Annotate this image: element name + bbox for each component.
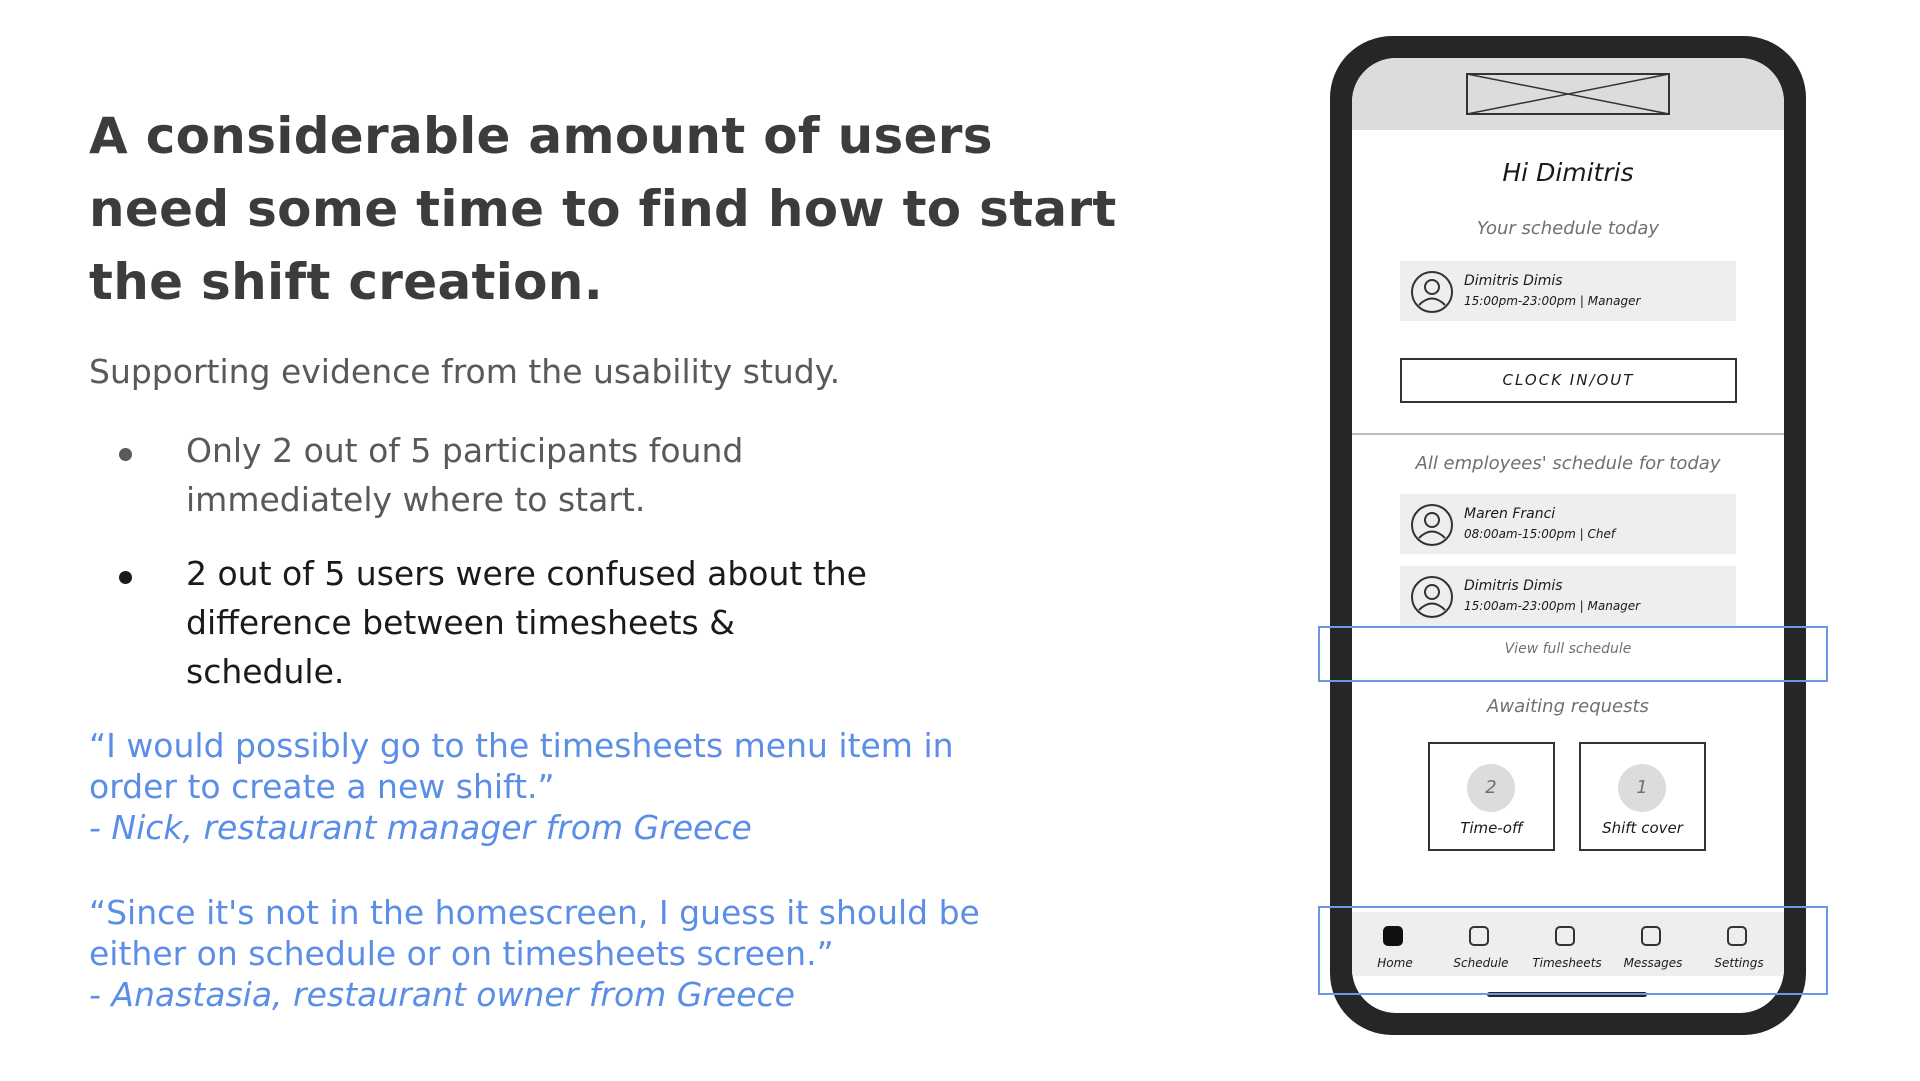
tab-label: Schedule: [1453, 956, 1509, 970]
avatar-icon: [1410, 503, 1454, 547]
logo-placeholder-icon: [1466, 73, 1670, 115]
employee-shift: 08:00am-15:00pm | Chef: [1464, 527, 1616, 541]
finding-text: 2 out of 5 users were confused about the difference between timesheets & schedule.: [186, 554, 867, 691]
all-schedule-label: All employees' schedule for today: [1415, 453, 1721, 474]
employee-shift: 15:00am-23:00pm | Manager: [1464, 599, 1641, 613]
quote-anastasia: [89, 892, 989, 1015]
findings-list: [89, 426, 869, 721]
view-full-schedule-highlight: [1318, 626, 1828, 682]
employee-name: Dimitris Dimis: [1464, 273, 1563, 289]
time-off-request-tile[interactable]: [1428, 742, 1555, 851]
employee-name: Maren Franci: [1464, 506, 1556, 522]
left-column: [89, 100, 1139, 319]
avatar-icon: [1410, 270, 1454, 314]
tab-label: Settings: [1714, 956, 1764, 970]
employee-name: Dimitris Dimis: [1464, 578, 1563, 594]
bullet-icon: [119, 448, 132, 461]
quote-text: “I would possibly go to the timesheets menu item in order to create a new shift.”: [89, 726, 954, 806]
request-count-badge: 2: [1467, 764, 1515, 812]
clock-in-out-button[interactable]: CLOCK IN/OUT: [1400, 358, 1737, 403]
supporting-text: Supporting evidence from the usability study.: [89, 352, 841, 391]
employee-card[interactable]: [1400, 494, 1736, 554]
my-shift-card[interactable]: [1400, 261, 1736, 321]
tab-label: Timesheets: [1532, 956, 1602, 970]
quote-author: - Anastasia, restaurant owner from Greece: [89, 975, 795, 1014]
finding-1: [89, 426, 869, 524]
avatar-icon: [1410, 575, 1454, 619]
tab-label: Messages: [1623, 956, 1683, 970]
greeting: Hi Dimitris: [1502, 158, 1634, 187]
bullet-icon: [119, 571, 132, 584]
finding-text: Only 2 out of 5 participants found immediately where to start.: [186, 431, 744, 519]
employee-shift: 15:00pm-23:00pm | Manager: [1464, 294, 1641, 308]
quote-nick: [89, 725, 989, 848]
phone-mockup: [1330, 36, 1806, 1035]
today-label: Your schedule today: [1476, 218, 1660, 239]
page-title: A considerable amount of users need some time to find how to start the shift creation.: [89, 107, 1117, 311]
top-bar: [1352, 58, 1784, 130]
phone-screen: [1352, 58, 1784, 1013]
quote-author: - Nick, restaurant manager from Greece: [89, 808, 752, 847]
view-full-schedule-link[interactable]: View full schedule: [1504, 641, 1632, 657]
request-count-badge: 1: [1618, 764, 1666, 812]
employee-card[interactable]: [1400, 566, 1736, 626]
divider: [1352, 433, 1784, 435]
finding-2: [89, 549, 869, 696]
bottom-nav-highlight: [1318, 906, 1828, 995]
request-label: Time-off: [1460, 819, 1523, 837]
request-label: Shift cover: [1602, 819, 1683, 837]
tab-label: Home: [1377, 956, 1413, 970]
awaiting-requests-label: Awaiting requests: [1487, 696, 1649, 717]
shift-cover-request-tile[interactable]: [1579, 742, 1706, 851]
quote-text: “Since it's not in the homescreen, I guess it should be either on schedule or on timesheets screen.”: [89, 893, 980, 973]
